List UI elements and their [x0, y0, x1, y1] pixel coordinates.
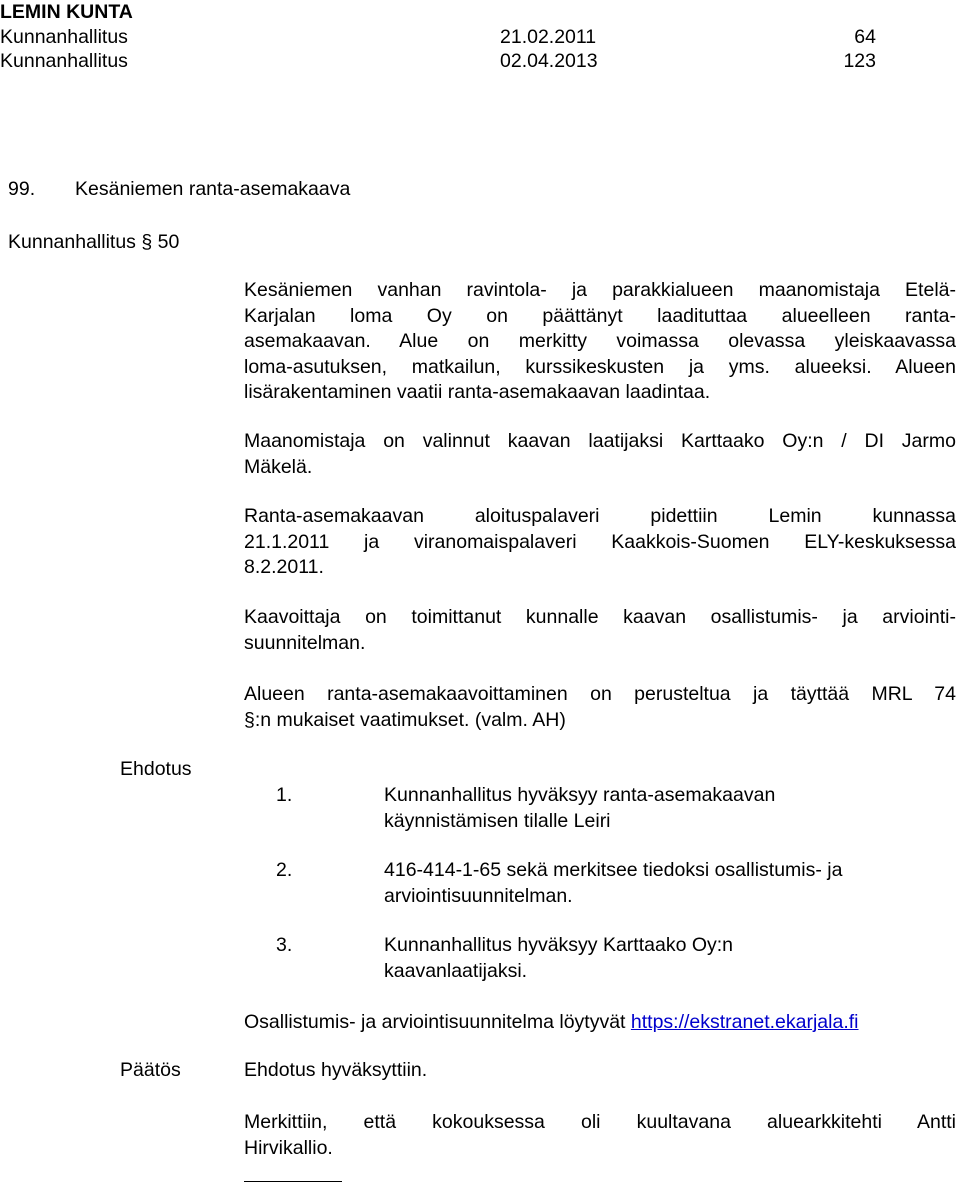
proposal-list-3	[276, 933, 956, 984]
header-date-2: 02.04.2013	[500, 50, 598, 72]
p4-line-1: Kaavoittaja on toimittanut kunnalle kaavan osallistumis- ja arviointi-	[244, 606, 956, 628]
proposal-item-2	[276, 858, 956, 909]
header-body-1: Kunnanhallitus	[0, 26, 128, 48]
decision-note	[244, 1110, 956, 1161]
proposal-item-2-line-1: 416-414-1-65 sekä merkitsee tiedoksi osallistumis- ja	[384, 859, 843, 881]
ekstranet-link[interactable]: https://ekstranet.ekarjala.fi	[630, 1011, 859, 1033]
header-page-2: 123	[843, 50, 876, 72]
p5-line-1: Alueen ranta-asemakaavoittaminen on perusteltua ja täyttää MRL 74	[244, 683, 956, 705]
municipality-name: LEMIN KUNTA	[0, 1, 133, 23]
paragraph-plan-delivered	[244, 605, 956, 656]
proposal-list	[276, 783, 956, 834]
decision-note-line-1: Merkittiin, että kokouksessa oli kuultavana aluearkkitehti Antti	[244, 1111, 956, 1133]
header-page-1: 64	[854, 26, 876, 48]
plan-availability	[244, 1010, 859, 1035]
proposal-item-3-line-2: kaavanlaatijaksi.	[384, 959, 528, 982]
signature-divider	[244, 1181, 342, 1182]
decision-label: Päätös	[120, 1059, 181, 1081]
p1-line-5: lisärakentaminen vaatii ranta-asemakaavan laadintaa.	[244, 381, 711, 403]
p3-line-3: 8.2.2011.	[244, 556, 324, 578]
proposal-item-1-line-1: Kunnanhallitus hyväksyy ranta-asemakaavan	[384, 784, 776, 806]
paragraph-justification	[244, 682, 956, 733]
p1-line-1: Kesäniemen vanhan ravintola- ja parakkialueen maanomistaja Etelä-	[244, 279, 956, 301]
header-date-1: 21.02.2011	[500, 26, 597, 48]
p1-line-2: Karjalan loma Oy on päättänyt laadituttaa alueelleen ranta-	[244, 304, 956, 327]
p1-line-3: asemakaavan. Alue on merkitty voimassa olevassa yleiskaavassa	[244, 330, 956, 352]
plan-availability-text: Osallistumis- ja arviointisuunnitelma löytyvät	[244, 1011, 631, 1033]
decision-text: Ehdotus hyväksyttiin.	[244, 1059, 428, 1081]
proposal-item-2-line-2: arviointisuunnitelman.	[384, 884, 573, 907]
p2-line-1: Maanomistaja on valinnut kaavan laatijaksi Karttaako Oy:n / DI Jarmo	[244, 430, 956, 452]
paragraph-background	[244, 278, 956, 406]
p3-line-1: Ranta-asemakaavan aloituspalaveri pidettiin Lemin kunnassa	[244, 505, 956, 527]
proposal-item-1	[276, 783, 956, 834]
header-body-2: Kunnanhallitus	[0, 50, 128, 72]
p5-line-2: §:n mukaiset vaatimukset. (valm. AH)	[244, 708, 566, 731]
proposal-item-2-number: 2.	[276, 859, 293, 881]
proposal-item-1-line-2: käynnistämisen tilalle Leiri	[384, 809, 611, 832]
p4-line-2: suunnitelman.	[244, 631, 366, 654]
proposal-item-1-number: 1.	[276, 784, 293, 806]
p2-line-2: Mäkelä.	[244, 455, 313, 478]
item-number: 99.	[8, 178, 36, 200]
paragraph-planner	[244, 429, 956, 480]
proposal-item-3	[276, 933, 956, 984]
proposal-label: Ehdotus	[120, 758, 192, 780]
proposal-item-3-number: 3.	[276, 934, 293, 956]
p1-line-4: loma-asutuksen, matkailun, kurssikeskusten ja yms. alueeksi. Alueen	[244, 355, 956, 378]
paragraph-meetings	[244, 504, 956, 581]
p3-line-2: 21.1.2011 ja viranomaispalaveri Kaakkois-Suomen ELY-keskuksessa	[244, 530, 956, 553]
prior-reference: Kunnanhallitus § 50	[8, 231, 180, 253]
item-title: Kesäniemen ranta-asemakaava	[75, 178, 351, 200]
proposal-item-3-line-1: Kunnanhallitus hyväksyy Karttaako Oy:n	[384, 934, 734, 956]
proposal-list-2	[276, 858, 956, 909]
decision-note-line-2: Hirvikallio.	[244, 1136, 333, 1159]
